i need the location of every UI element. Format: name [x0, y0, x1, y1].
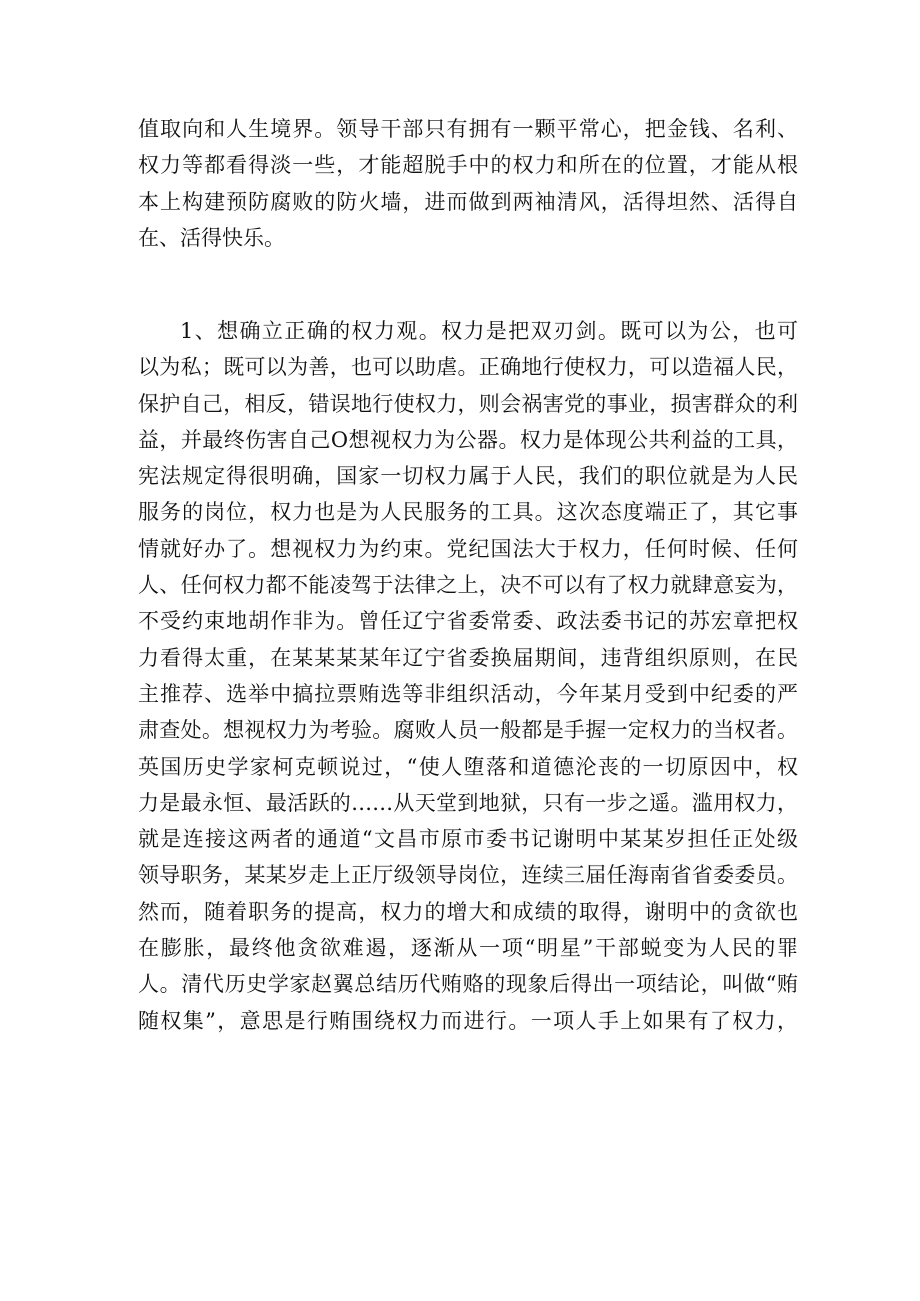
text-line: 就是连接这两者的通道“文昌市原市委书记谢明中某某岁担任正处级 — [138, 827, 798, 852]
text-line: 人。清代历史学家赵翼总结历代贿赂的现象后得出一项结论，叫做“贿 — [138, 972, 798, 997]
text-line: 主推荐、选举中搞拉票贿选等非组织活动，今年某月受到中纪委的严 — [138, 681, 798, 706]
text-line: 保护自己，相反，错误地行使权力，则会祸害党的事业，损害群众的利 — [138, 391, 798, 416]
text-line: 力看得太重，在某某某某年辽宁省委换届期间，违背组织原则，在民 — [138, 645, 798, 670]
text-line: 然而，随着职务的提高，权力的增大和成绩的取得，谢明中的贪欲也 — [138, 899, 798, 924]
text-line: 在、活得快乐。 — [138, 225, 285, 250]
text-line: 值取向和人生境界。领导干部只有拥有一颗平常心，把金钱、名利、 — [138, 117, 798, 141]
text-line: 服务的岗位，权力也是为人民服务的工具。这次态度端正了，其它事 — [138, 500, 798, 525]
text-line: 在膨胀，最终他贪欲难遏，逐渐从一项“明星”干部蜕变为人民的罪 — [138, 936, 798, 961]
text-line: 肃查处。想视权力为考验。腐败人员一般都是手握一定权力的当权者。 — [138, 718, 798, 743]
paragraph-power-view — [138, 313, 798, 1039]
text-line: 不受约束地胡作非为。曾任辽宁省委常委、政法委书记的苏宏章把权 — [138, 609, 798, 634]
text-line: 宪法规定得很明确，国家一切权力属于人民，我们的职位就是为人民 — [138, 464, 798, 489]
text-line: 权力等都看得淡一些，才能超脱手中的权力和所在的位置，才能从根 — [138, 153, 798, 178]
text-line: 情就好办了。想视权力为约束。党纪国法大于权力，任何时候、任何 — [138, 536, 798, 561]
text-line: 人、任何权力都不能凌驾于法律之上，决不可以有了权力就肆意妄为， — [138, 573, 798, 598]
text-line: 力是最永恒、最活跃的……从天堂到地狱，只有一步之遥。滥用权力， — [138, 790, 798, 815]
text-line: 1、想确立正确的权力观。权力是把双刃剑。既可以为公，也可 — [180, 319, 798, 343]
text-line: 以为私；既可以为善，也可以助虐。正确地行使权力，可以造福人民， — [138, 355, 798, 380]
text-line: 益，并最终伤害自己O想视权力为公器。权力是体现公共利益的工具， — [138, 427, 798, 452]
text-line: 随权集”，意思是行贿围绕权力而进行。一项人手上如果有了权力， — [138, 1008, 798, 1033]
text-line: 本上构建预防腐败的防火墙，进而做到两袖清风，活得坦然、活得自 — [138, 189, 798, 214]
text-line: 领导职务，某某岁走上正厅级领导岗位，连续三届任海南省省委委员。 — [138, 863, 798, 888]
text-line: 英国历史学家柯克顿说过，“使人堕落和道德沦丧的一切原因中，权 — [138, 754, 798, 779]
paragraph-continuation — [138, 111, 798, 256]
